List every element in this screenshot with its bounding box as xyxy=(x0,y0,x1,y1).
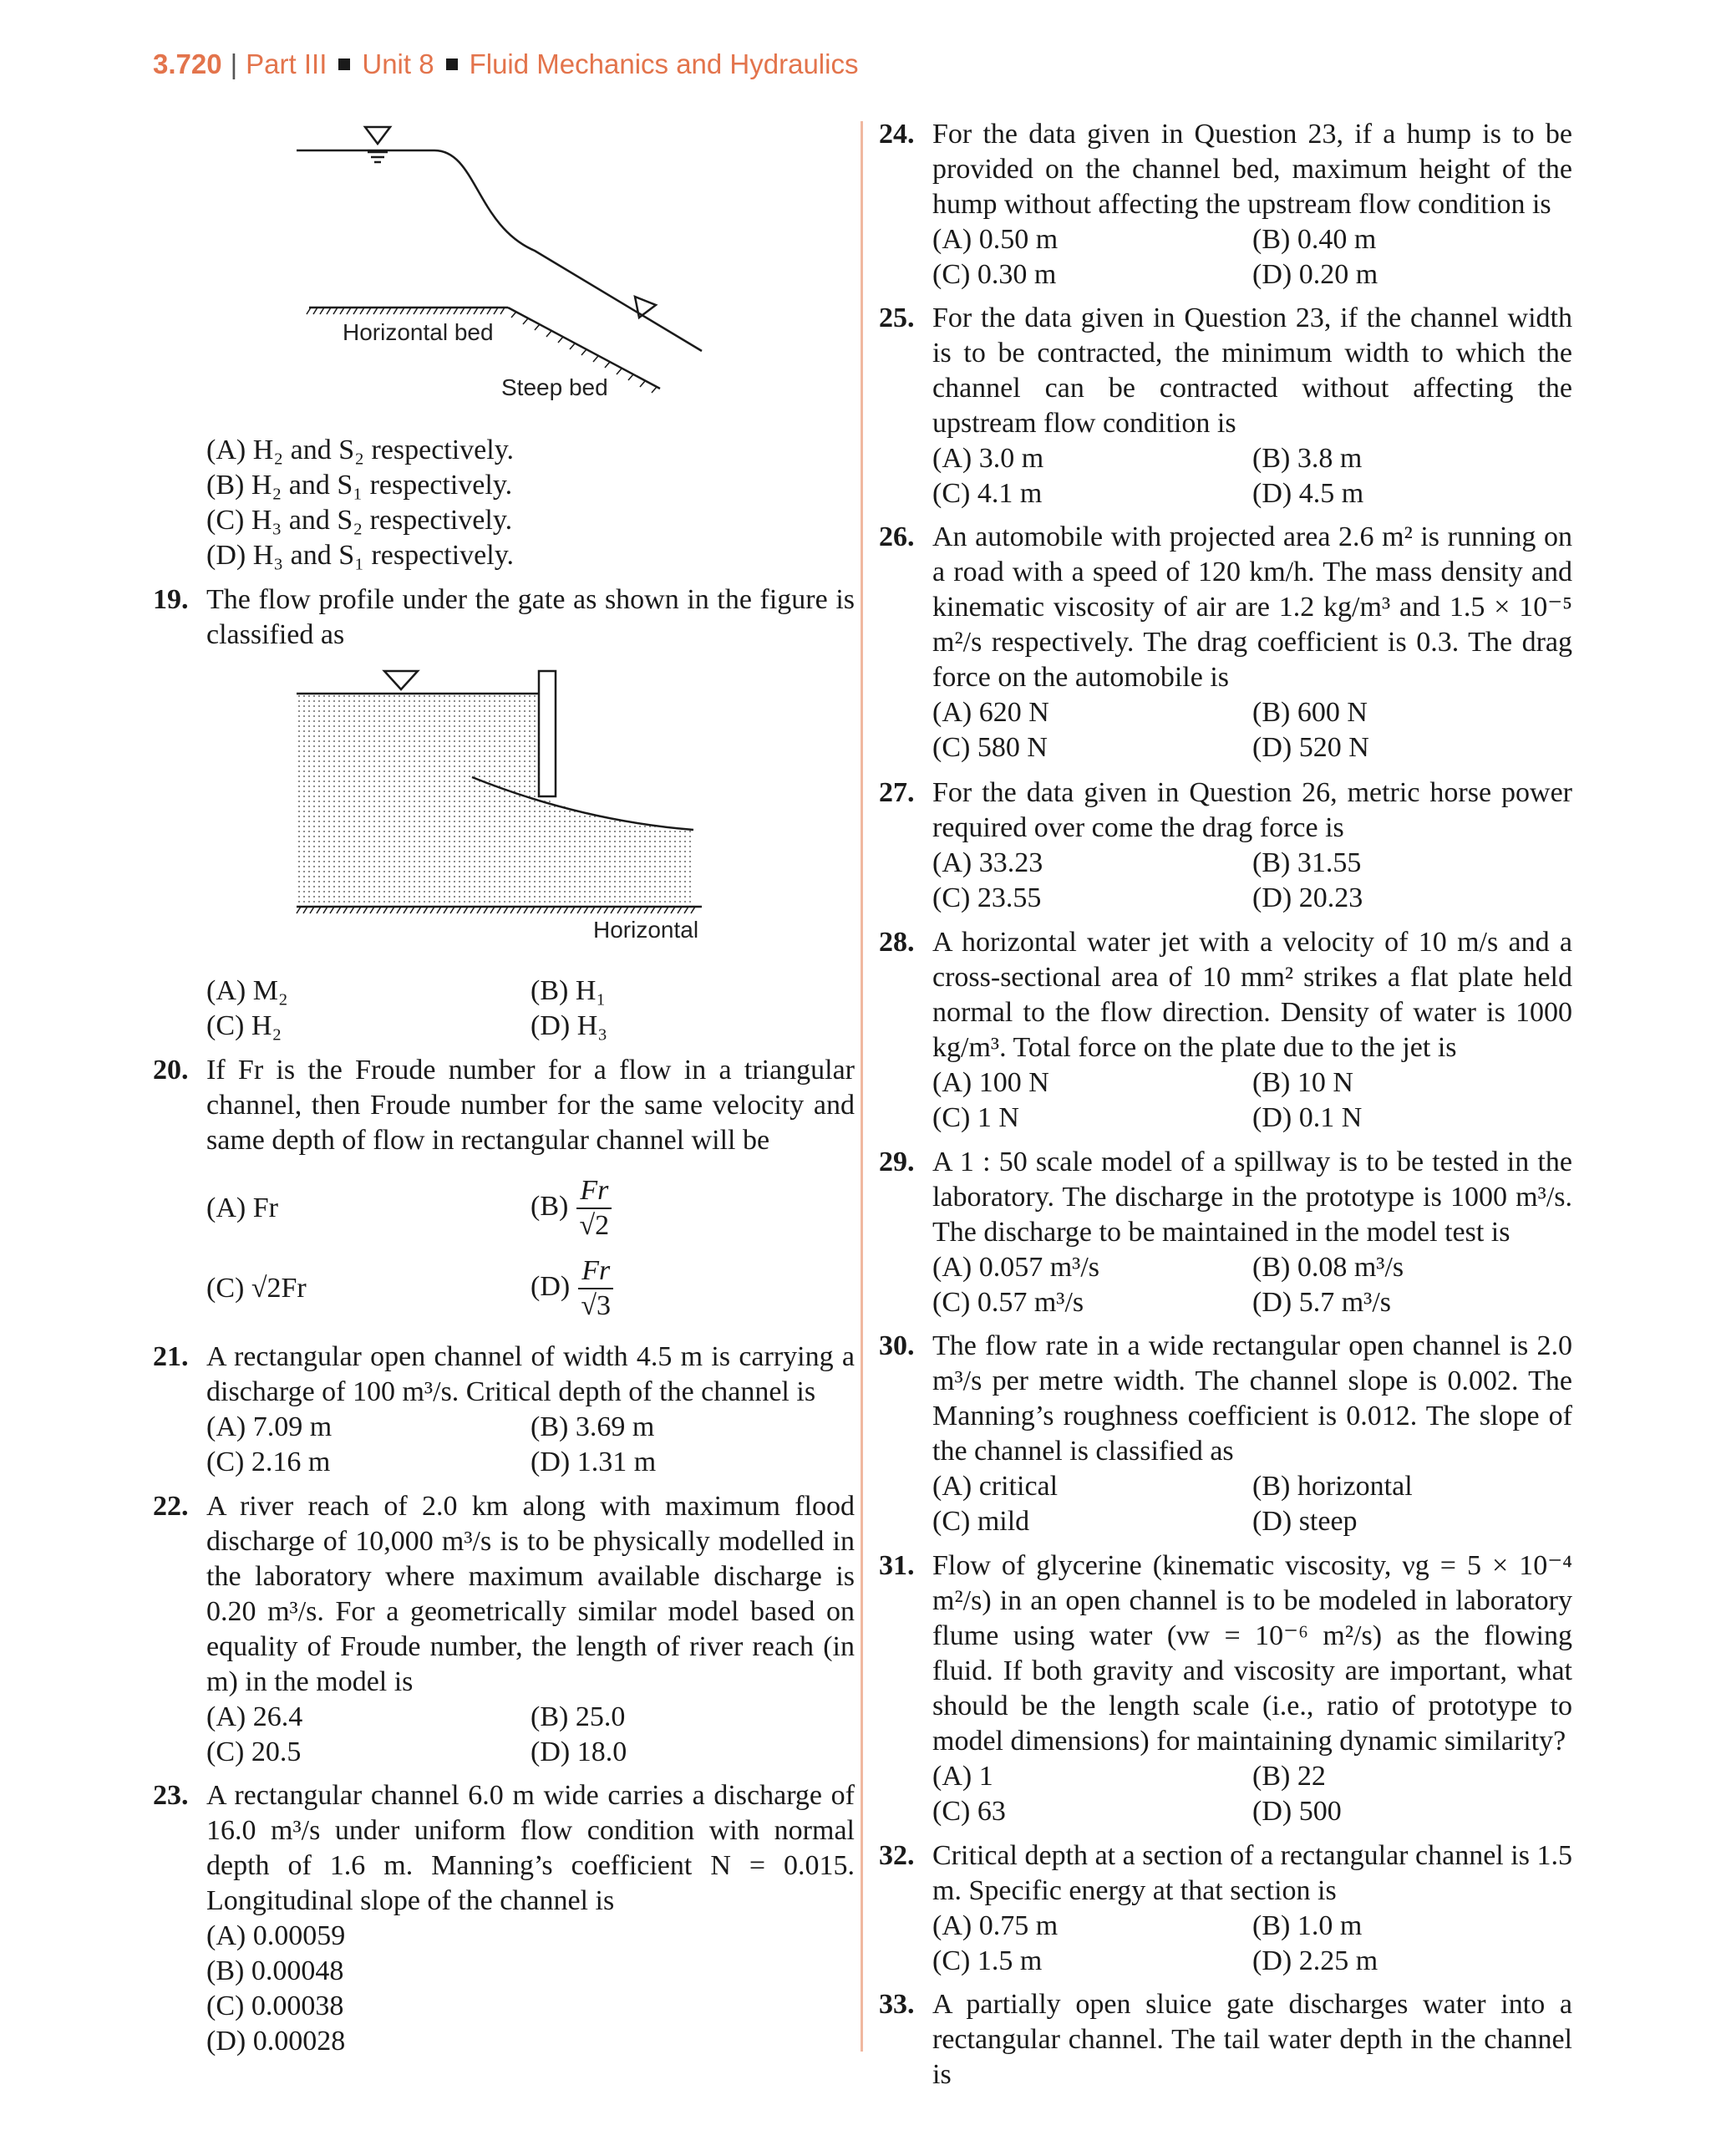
bullet-square xyxy=(446,58,458,70)
part-label: Part III xyxy=(246,48,327,79)
option-label: (D) xyxy=(531,1270,571,1302)
question-stem: For the data given in Question 23, if a hump is to be provided on the channel bed, maximum height of the hump without affecting the upstream flow condition is xyxy=(932,119,1572,220)
option-b: (B) 3.69 m xyxy=(531,1411,655,1442)
option-b xyxy=(531,1174,855,1243)
option-a: (A) 0.75 m xyxy=(932,1910,1059,1941)
option-b: (B) H₁ xyxy=(531,975,607,1006)
option-c: (C) H₃ and S₂ respectively. xyxy=(206,505,513,536)
option-d: (D) 500 xyxy=(1252,1796,1342,1827)
question-28 xyxy=(879,925,1572,1136)
option-a: (A) M₂ xyxy=(206,975,288,1006)
option-c: (C) 63 xyxy=(932,1796,1006,1827)
option-d: (D) H₃ and S₁ respectively. xyxy=(206,540,515,571)
option-d xyxy=(531,1254,855,1323)
option-b: (B) 3.8 m xyxy=(1252,443,1363,474)
header-separator: | xyxy=(230,48,238,79)
question-stem: A rectangular open channel of width 4.5 m is carrying a discharge of 100 m³/s. Critical depth of the channel is xyxy=(206,1341,855,1407)
gate-diagram xyxy=(292,664,710,915)
option-c: (C) H₂ xyxy=(206,1010,282,1041)
option-a: (A) 33.23 xyxy=(932,847,1043,878)
option-b: (B) 0.40 m xyxy=(1252,224,1377,255)
chapter-title: Fluid Mechanics and Hydraulics xyxy=(469,48,859,79)
option-a: (A) 0.057 m³/s xyxy=(932,1252,1100,1283)
option-c: (C) 1 N xyxy=(932,1102,1019,1133)
question-number: 26. xyxy=(879,521,915,552)
question-stem: Critical depth at a section of a rectangular channel is 1.5 m. Specific energy at that section is xyxy=(932,1840,1572,1906)
numerator: Fr xyxy=(576,1174,612,1209)
question-number: 28. xyxy=(879,927,915,958)
running-header xyxy=(153,48,858,80)
column-divider xyxy=(861,121,863,2052)
option-b: (B) 25.0 xyxy=(531,1701,626,1732)
question-stem: A partially open sluice gate discharges water into a rectangular channel. The tail water depth in the channel is xyxy=(932,1989,1572,2090)
question-stem: If Fr is the Froude number for a flow in a triangular channel, then Froude number for the same velocity and same depth of flow in rectangular channel will be xyxy=(206,1055,855,1156)
option-b: (B) 600 N xyxy=(1252,697,1368,728)
option-a: (A) 26.4 xyxy=(206,1701,303,1732)
option-d: (D) 4.5 m xyxy=(1252,478,1364,509)
question-21 xyxy=(153,1340,855,1480)
option-d: (D) 20.23 xyxy=(1252,882,1363,913)
question-number: 23. xyxy=(153,1780,189,1811)
option-a: (A) 3.0 m xyxy=(932,443,1044,474)
page-number: 3.720 xyxy=(153,48,222,79)
question-stem: Flow of glycerine (kinematic viscosity, νg = 5 × 10⁻⁴ m²/s) in an open channel is to be modeled in laboratory flume using water (νw = 10⁻⁶ m²/s) as the flowing fluid. If both gravity and viscosity are important, what should be the length scale (i.e., ratio of prototype to model dimensions) for maintaining dynamic similarity? xyxy=(932,1550,1572,1757)
question-25 xyxy=(879,301,1572,511)
option-d: (D) 5.7 m³/s xyxy=(1252,1287,1392,1318)
question-stem: A 1 : 50 scale model of a spillway is to be tested in the laboratory. The discharge in the prototype is 1000 m³/s. The discharge to be maintained in the model test is xyxy=(932,1147,1572,1248)
option-a: (A) critical xyxy=(932,1471,1059,1502)
option-c: (C) √2Fr xyxy=(206,1273,307,1304)
option-c: (C) 0.57 m³/s xyxy=(932,1287,1084,1318)
question-stem: For the data given in Question 23, if the channel width is to be contracted, the minimum width to which the channel can be contracted without affecting the upstream flow condition is xyxy=(932,303,1572,439)
option-d: (D) 520 N xyxy=(1252,732,1369,763)
question-number: 25. xyxy=(879,303,915,333)
question-stem: A rectangular channel 6.0 m wide carries a discharge of 16.0 m³/s under uniform flow condition with normal depth of 1.6 m. Manning’s coefficient N = 0.015. Longitudinal slope of the channel is xyxy=(206,1780,855,1916)
unit-label: Unit 8 xyxy=(362,48,434,79)
option-d: (D) 2.25 m xyxy=(1252,1945,1378,1976)
question-33 xyxy=(879,1987,1572,2092)
question-number: 30. xyxy=(879,1330,915,1361)
question-31 xyxy=(879,1548,1572,1829)
option-b: (B) 0.00048 xyxy=(206,1955,344,1986)
question-stem: An automobile with projected area 2.6 m² is running on a road with a speed of 120 km/h. The mass density and kinematic viscosity of air are 1.2 kg/m³ and 1.5 × 10⁻⁵ m²/s respectively. The drag coefficient is 0.3. The drag force on the automobile is xyxy=(932,521,1572,693)
option-a: (A) Fr xyxy=(206,1192,278,1223)
question-19-options xyxy=(153,974,855,1044)
option-a: (A) 1 xyxy=(932,1761,993,1792)
option-b: (B) 31.55 xyxy=(1252,847,1362,878)
option-c: (C) 1.5 m xyxy=(932,1945,1043,1976)
question-number: 19. xyxy=(153,584,189,615)
numerator: Fr xyxy=(578,1254,613,1289)
option-d: (D) 0.1 N xyxy=(1252,1102,1363,1133)
question-27 xyxy=(879,775,1572,916)
profile-diagram xyxy=(284,117,718,409)
option-d: (D) 18.0 xyxy=(531,1736,627,1767)
question-20 xyxy=(153,1053,855,1330)
bullet-square xyxy=(338,58,350,70)
question-number: 31. xyxy=(879,1550,915,1581)
fraction xyxy=(578,1254,613,1323)
horizontal-label: Horizontal xyxy=(593,917,699,943)
option-b: (B) 22 xyxy=(1252,1761,1326,1792)
question-23 xyxy=(153,1778,855,2059)
option-c: (C) 4.1 m xyxy=(932,478,1043,509)
option-a: (A) 620 N xyxy=(932,697,1049,728)
question-18-options xyxy=(153,433,855,573)
option-a: (A) 0.50 m xyxy=(932,224,1059,255)
option-a: (A) 7.09 m xyxy=(206,1411,333,1442)
denominator: √3 xyxy=(581,1290,612,1321)
horizontal-bed-label: Horizontal bed xyxy=(343,319,494,345)
option-d: (D) 1.31 m xyxy=(531,1447,657,1477)
option-b: (B) horizontal xyxy=(1252,1471,1413,1502)
question-number: 32. xyxy=(879,1840,915,1871)
question-26 xyxy=(879,520,1572,765)
option-c: (C) 20.5 xyxy=(206,1736,302,1767)
question-19 xyxy=(153,582,855,653)
option-d: (D) H₃ xyxy=(531,1010,608,1041)
denominator: √2 xyxy=(579,1210,610,1241)
option-c: (C) mild xyxy=(932,1506,1030,1537)
option-d: (D) 0.00028 xyxy=(206,2026,346,2057)
question-stem: A horizontal water jet with a velocity of 10 m/s and a cross-sectional area of 10 mm² strikes a flat plate held normal to the flow direction. Density of water is 1000 kg/m³. Total force on the plate due to the jet is xyxy=(932,927,1572,1063)
question-number: 24. xyxy=(879,119,915,150)
question-stem: A river reach of 2.0 km along with maximum flood discharge of 10,000 m³/s is to be physically modelled in the laboratory where maximum available discharge is 0.20 m³/s. For a geometrically similar model based on equality of Froude number, the length of river reach (in m) in the model is xyxy=(206,1491,855,1697)
figure-horizontal-to-steep-bed xyxy=(284,117,718,409)
question-number: 20. xyxy=(153,1055,189,1086)
option-c: (C) 580 N xyxy=(932,732,1048,763)
question-30 xyxy=(879,1329,1572,1539)
option-c: (C) 2.16 m xyxy=(206,1447,331,1477)
figure-sluice-gate xyxy=(292,664,710,948)
option-c: (C) 0.00038 xyxy=(206,1991,344,2021)
steep-bed-label: Steep bed xyxy=(501,374,608,400)
option-d: (D) steep xyxy=(1252,1506,1358,1537)
option-a: (A) 100 N xyxy=(932,1067,1049,1098)
question-stem: For the data given in Question 26, metric horse power required over come the drag force is xyxy=(932,777,1572,843)
option-b: (B) 10 N xyxy=(1252,1067,1353,1098)
option-c: (C) 23.55 xyxy=(932,882,1042,913)
option-a: (A) 0.00059 xyxy=(206,1920,346,1951)
question-32 xyxy=(879,1838,1572,1979)
option-a: (A) H₂ and S₂ respectively. xyxy=(206,435,515,465)
option-b: (B) 0.08 m³/s xyxy=(1252,1252,1404,1283)
option-c: (C) 0.30 m xyxy=(932,259,1057,290)
question-number: 21. xyxy=(153,1341,189,1372)
question-22 xyxy=(153,1489,855,1770)
option-label: (B) xyxy=(531,1190,569,1222)
option-b: (B) 1.0 m xyxy=(1252,1910,1363,1941)
question-number: 33. xyxy=(879,1989,915,2020)
option-d: (D) 0.20 m xyxy=(1252,259,1378,290)
question-stem: The flow rate in a wide rectangular open channel is 2.0 m³/s per metre width. The channel slope is 0.002. The Manning’s roughness coefficient is 0.012. The slope of the channel is classified as xyxy=(932,1330,1572,1467)
question-number: 27. xyxy=(879,777,915,808)
option-b: (B) H₂ and S₁ respectively. xyxy=(206,470,513,501)
question-stem: The flow profile under the gate as shown in the figure is classified as xyxy=(206,584,855,650)
question-29 xyxy=(879,1145,1572,1320)
fraction xyxy=(576,1174,612,1243)
question-number: 22. xyxy=(153,1491,189,1522)
question-24 xyxy=(879,117,1572,292)
question-number: 29. xyxy=(879,1147,915,1177)
